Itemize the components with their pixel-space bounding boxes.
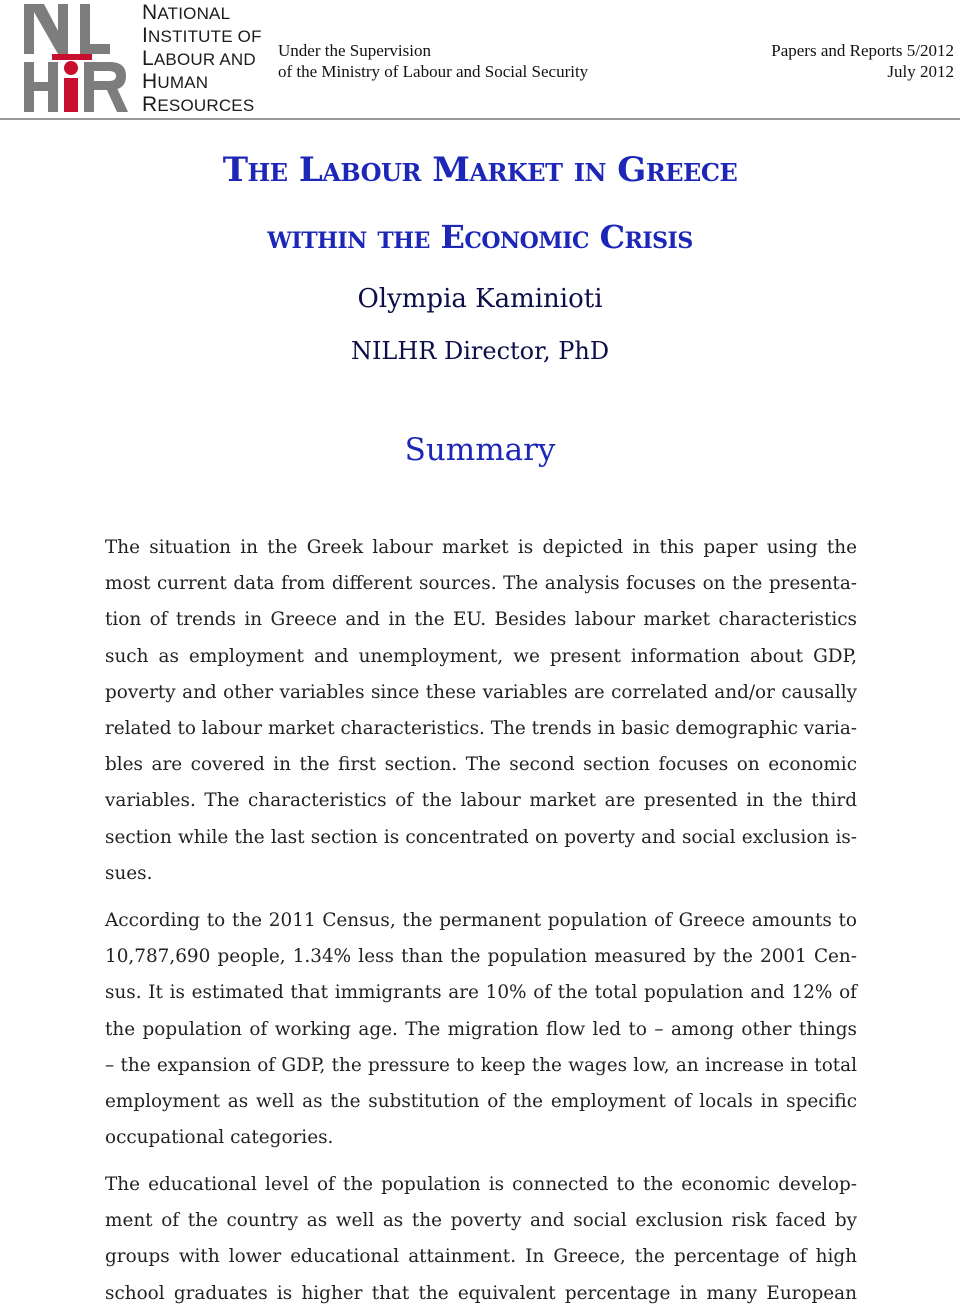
text-line: employment as well as the substitution of the employment of locals in specific: [105, 1091, 857, 1113]
text-line: occupational categories.: [105, 1127, 334, 1149]
text-line: such as employment and unemployment, we present information about GDP,: [105, 645, 857, 667]
text-line: According to the 2011 Census, the permanent population of Greece amounts to: [105, 910, 857, 931]
org-name-line-5: RESOURCES: [142, 93, 255, 116]
org-name-line-2: INSTITUTE OF: [142, 24, 262, 47]
text-line: The situation in the Greek labour market is depicted in this paper using the: [105, 537, 857, 558]
report-info: [771, 40, 954, 82]
svg-text:NIHR: NIHR: [76, 114, 79, 115]
paper-title-line-2: within the Economic Crisis: [267, 218, 693, 256]
author-name: Olympia Kaminioti: [357, 284, 603, 314]
report-series: Papers and Reports 5/2012: [771, 41, 954, 60]
page-header: [0, 0, 960, 122]
summary-paragraph-3: [105, 1167, 857, 1312]
nilhr-logo: [22, 2, 130, 114]
summary-paragraph-1: [105, 530, 857, 892]
supervision-note: [278, 40, 588, 82]
org-name-line-1: NATIONAL: [142, 1, 231, 24]
text-line: groups with lower educational attainment. In Greece, the percentage of high: [105, 1246, 857, 1268]
text-line: tion of trends in Greece and in the EU. Besides labour market characteristics: [105, 609, 857, 631]
text-line: most current data from different sources. The analysis focuses on the presenta-: [105, 573, 857, 595]
text-line: school graduates is higher that the equivalent percentage in many European: [105, 1282, 857, 1304]
org-name-line-4: HUMAN: [142, 70, 209, 93]
text-line: variables. The characteristics of the labour market are presented in the third: [105, 790, 857, 812]
summary-paragraph-2: [105, 903, 857, 1156]
text-line: poverty and other variables since these variables are correlated and/or causally: [105, 681, 857, 703]
text-line: 10,787,690 people, 1.34% less than the population measured by the 2001 Cen-: [105, 946, 857, 968]
text-line: bles are covered in the first section. The second section focuses on economic: [105, 754, 857, 776]
paper-title-line-1: The Labour Market in Greece: [222, 150, 738, 190]
text-line: ment of the country as well as the poverty and social exclusion risk faced by: [105, 1210, 857, 1232]
text-line: sues.: [105, 862, 153, 884]
header-divider: [0, 118, 960, 120]
text-line: sus. It is estimated that immigrants are 10% of the total population and 12% of: [105, 982, 857, 1004]
text-line: section while the last section is concentrated on poverty and social exclusion is-: [105, 826, 857, 848]
supervision-line-1: Under the Supervision: [278, 41, 431, 60]
supervision-line-2: of the Ministry of Labour and Social Security: [278, 62, 589, 81]
summary-heading: Summary: [404, 432, 556, 468]
text-line: the population of working age. The migration flow led to – among other things: [105, 1018, 857, 1040]
text-line: related to labour market characteristics. The trends in basic demographic varia-: [105, 718, 857, 740]
text-line: – the expansion of GDP, the pressure to keep the wages low, an increase in total: [105, 1054, 857, 1076]
report-date: July 2012: [887, 62, 954, 81]
organization-name: [142, 2, 262, 117]
org-name-line-3: LABOUR AND: [142, 47, 256, 70]
author-role: NILHR Director, PhD: [350, 337, 610, 365]
text-line: The educational level of the population is connected to the economic develop-: [105, 1174, 857, 1195]
